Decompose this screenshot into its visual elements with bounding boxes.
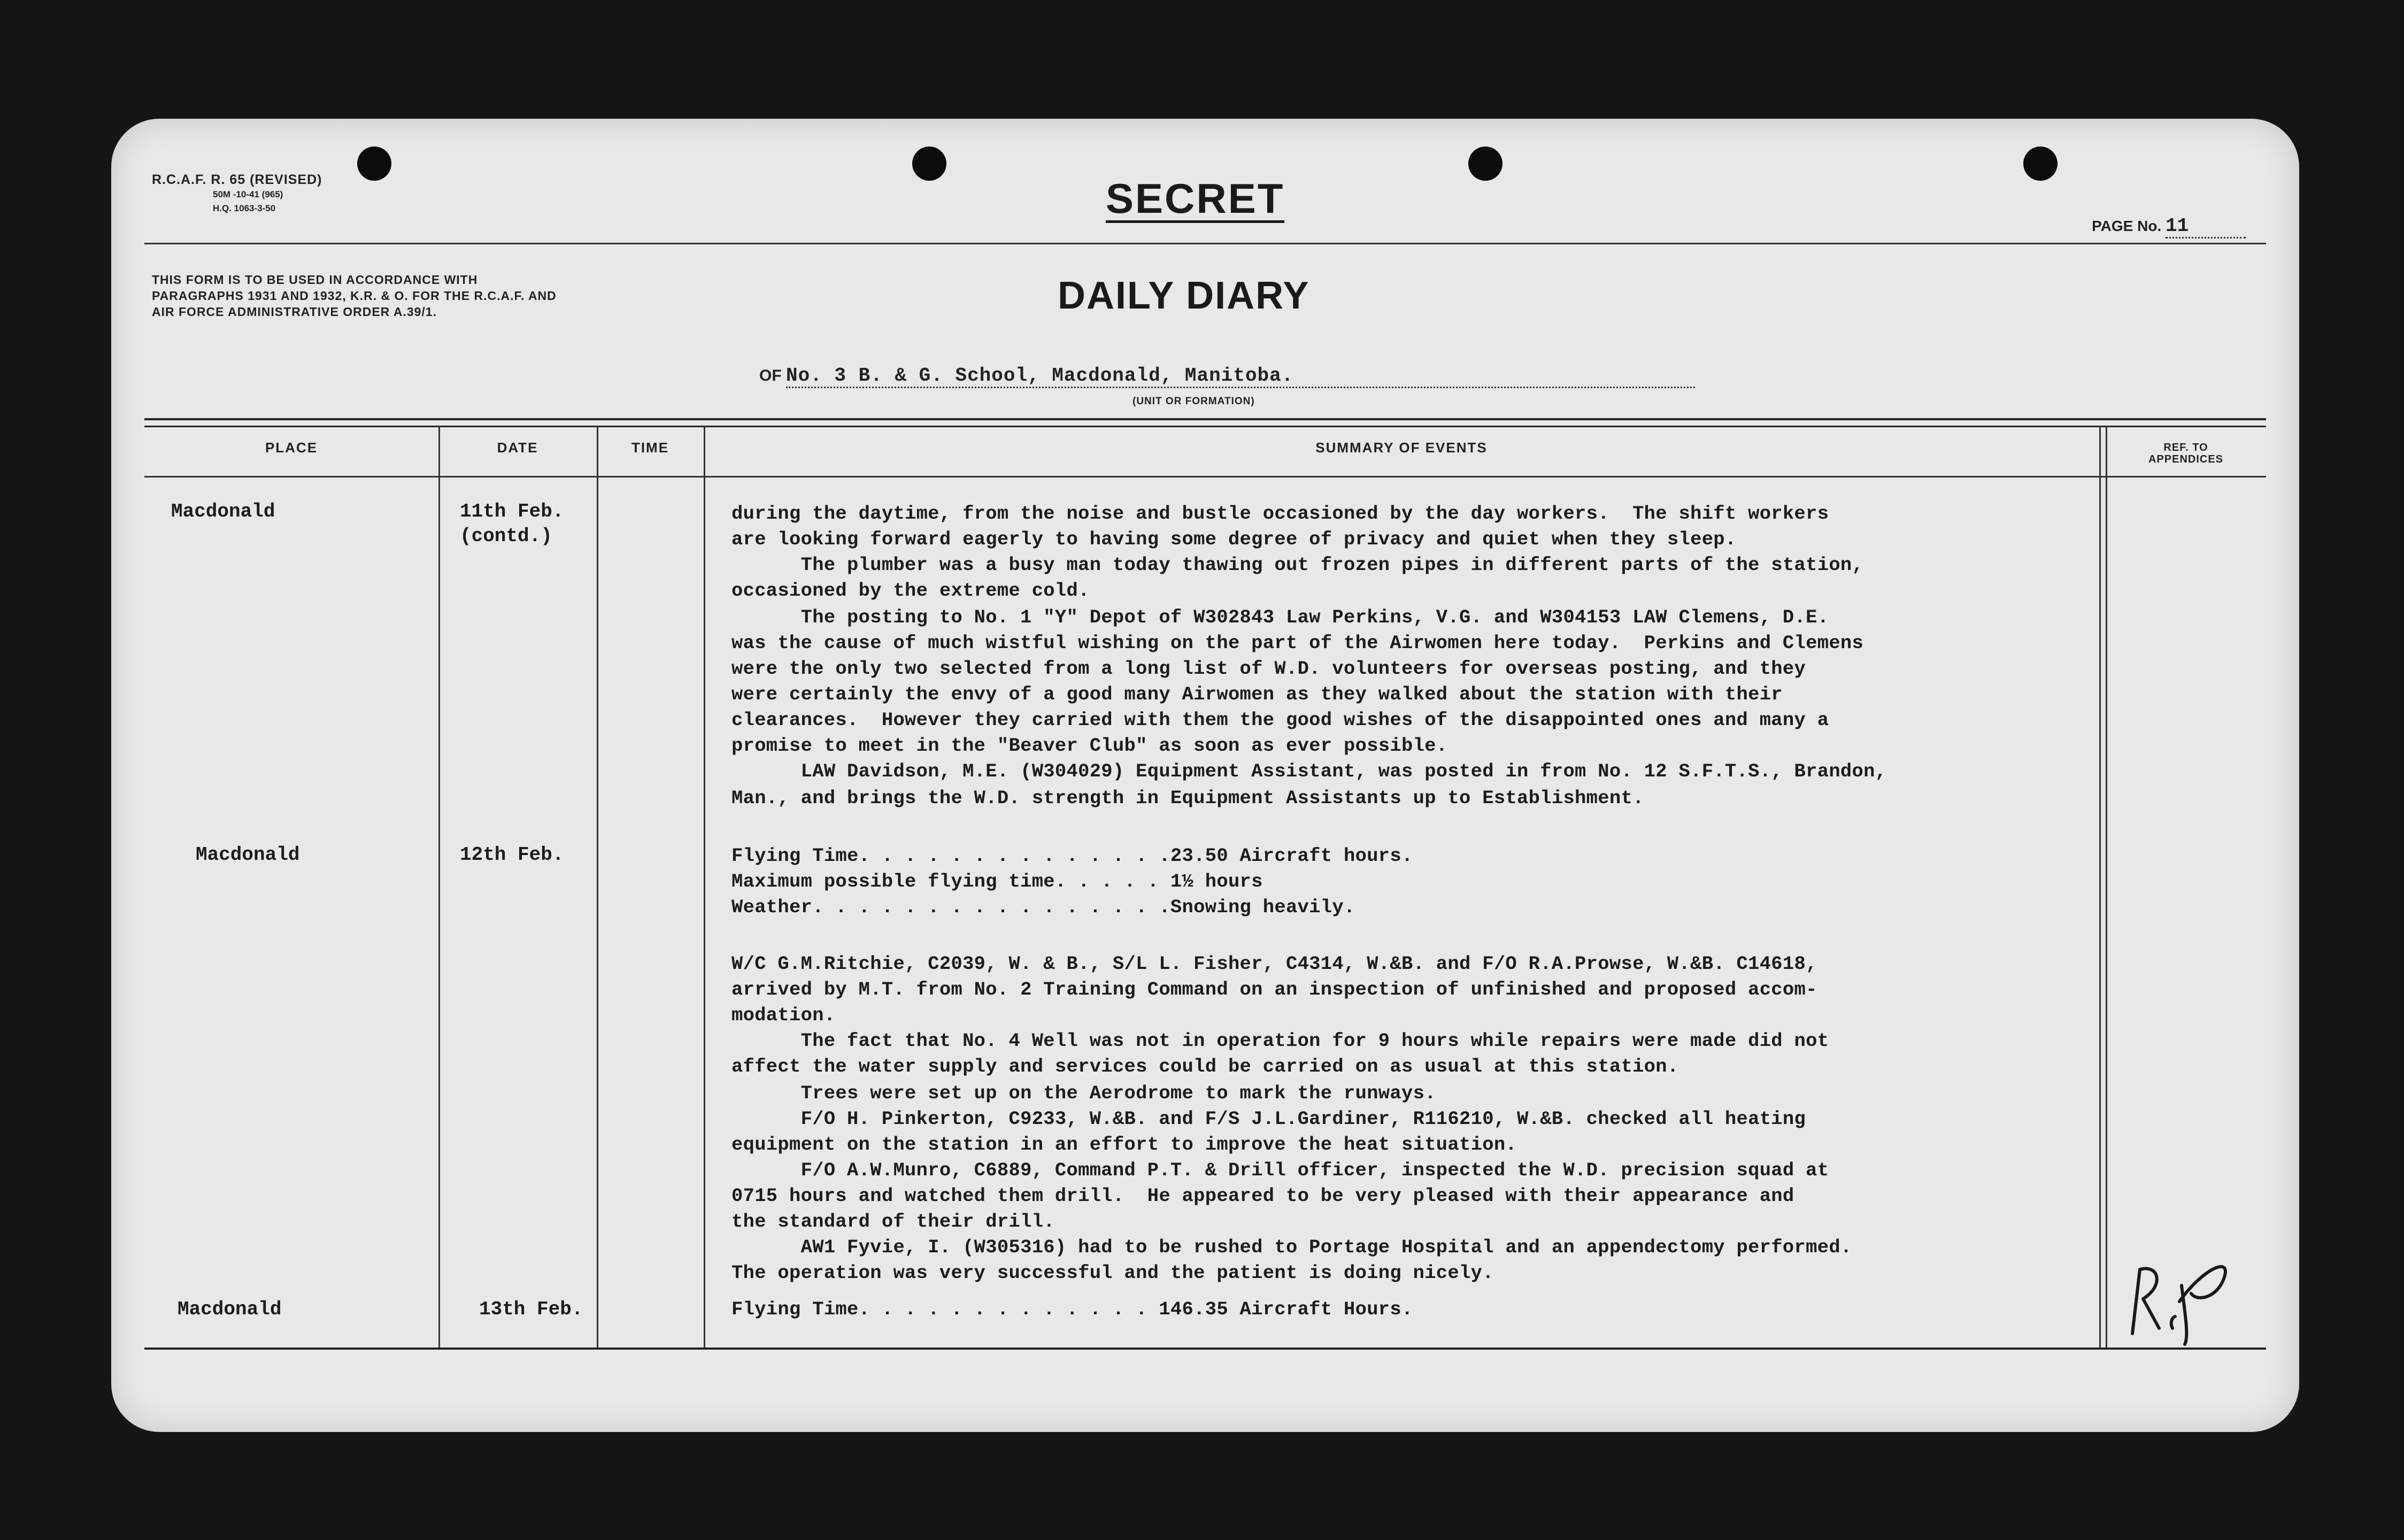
unit-field <box>759 365 1695 388</box>
punch-hole <box>357 147 391 181</box>
summary-line: promise to meet in the "Beaver Club" as soon as ever possible. <box>731 735 1448 757</box>
summary-line: The operation was very successful and the patient is doing nicely. <box>731 1262 1494 1284</box>
usage-notice: THIS FORM IS TO BE USED IN ACCORDANCE WITH PARAGRAPHS 1931 AND 1932, K.R. & O. FOR THE R.C.A.F. AND AIR FORCE ADMINISTRATIVE ORDER A.39/1. <box>152 273 557 319</box>
column-header-ref-line2: APPENDICES <box>2148 453 2224 465</box>
summary-line: during the daytime, from the noise and bustle occasioned by the day workers. The shift workers <box>731 503 1829 525</box>
summary-line: was the cause of much wistful wishing on the part of the Airwomen here today. Perkins and Clemens <box>731 632 1864 654</box>
diary-sheet <box>111 119 2299 1432</box>
summary-line: Trees were set up on the Aerodrome to mark the runways. <box>731 1082 1436 1104</box>
summary-line: are looking forward eagerly to having some degree of privacy and quiet when they sleep. <box>731 528 1737 550</box>
form-identifier <box>152 172 322 215</box>
form-id-line3: H.Q. 1063-3-50 <box>213 203 276 213</box>
column-header-ref-line1: REF. TO <box>2163 442 2208 453</box>
punch-hole <box>912 147 946 181</box>
summary-line: LAW Davidson, M.E. (W304029) Equipment Assistant, was posted in from No. 12 S.F.T.S., Brandon, <box>731 760 1887 782</box>
handwritten-initials <box>2122 1248 2245 1350</box>
summary-line: modation. <box>731 1004 836 1026</box>
column-header-time: TIME <box>631 440 669 456</box>
punch-hole <box>1468 147 1502 181</box>
summary-line: equipment on the station in an effort to improve the heat situation. <box>731 1134 1517 1156</box>
summary-line: The posting to No. 1 "Y" Depot of W302843 Law Perkins, V.G. and W304153 LAW Clemens, D.E. <box>731 606 1829 628</box>
summary-line: F/O A.W.Munro, C6889, Command P.T. & Drill officer, inspected the W.D. precision squad at <box>731 1159 1829 1181</box>
summary-line: AW1 Fyvie, I. (W305316) had to be rushed to Portage Hospital and an appendectomy performed. <box>731 1236 1852 1258</box>
divider <box>144 243 2266 244</box>
divider <box>144 426 2266 427</box>
entry-place: Macdonald <box>178 1298 282 1320</box>
column-divider <box>2106 426 2107 1348</box>
column-header-ref <box>2106 442 2266 465</box>
entry-date: 11th Feb. (contd.) <box>460 500 564 547</box>
page-title: DAILY DIARY <box>1058 274 1310 317</box>
summary-line: Weather. . . . . . . . . . . . . . . .Snowing heavily. <box>731 896 1355 918</box>
unit-value: No. 3 B. & G. School, Macdonald, Manitoba. <box>786 365 1695 388</box>
summary-line: 0715 hours and watched them drill. He appeared to be very pleased with their appearance and <box>731 1185 1794 1207</box>
summary-line: the standard of their drill. <box>731 1211 1055 1233</box>
summary-line: F/O H. Pinkerton, C9233, W.&B. and F/S J.L.Gardiner, R116210, W.&B. checked all heating <box>731 1108 1806 1130</box>
summary-line: Maximum possible flying time. . . . . 1½ hours <box>731 871 1263 892</box>
column-header-place: PLACE <box>265 440 318 456</box>
summary-line: The fact that No. 4 Well was not in operation for 9 hours while repairs were made did not <box>731 1030 1829 1052</box>
divider <box>144 1348 2266 1350</box>
summary-line: were the only two selected from a long list of W.D. volunteers for overseas posting, and they <box>731 658 1806 680</box>
punch-hole <box>2023 147 2058 181</box>
unit-of-label: OF <box>759 367 782 384</box>
column-divider <box>597 426 598 1348</box>
summary-line: were certainly the envy of a good many Airwomen as they walked about the station with their <box>731 683 1783 705</box>
summary-line: The plumber was a busy man today thawing out frozen pipes in different parts of the station, <box>731 554 1864 576</box>
header-divider <box>144 476 2266 478</box>
column-header-date: DATE <box>497 440 538 456</box>
summary-line: W/C G.M.Ritchie, C2039, W. & B., S/L L. Fisher, C4314, W.&B. and F/O R.A.Prowse, W.&B. C14618, <box>731 953 1817 975</box>
summary-line: arrived by M.T. from No. 2 Training Command on an inspection of unfinished and proposed accom- <box>731 979 1817 1000</box>
column-divider <box>2099 426 2101 1348</box>
column-divider <box>704 426 705 1348</box>
summary-line: Flying Time. . . . . . . . . . . . . .23.50 Aircraft hours. <box>731 845 1413 867</box>
entry-date: 13th Feb. <box>479 1298 583 1320</box>
column-header-summary: SUMMARY OF EVENTS <box>1315 440 1488 456</box>
column-divider <box>438 426 440 1348</box>
page-number-field <box>2092 215 2246 238</box>
classification-heading: SECRET <box>1106 175 1285 222</box>
summary-line: Flying Time. . . . . . . . . . . . . 146.35 Aircraft Hours. <box>731 1298 1413 1320</box>
unit-caption: (UNIT OR FORMATION) <box>1132 396 1255 407</box>
entry-place: Macdonald <box>171 500 275 522</box>
summary-line: affect the water supply and services could be carried on as usual at this station. <box>731 1056 1679 1077</box>
entry-date: 12th Feb. <box>460 844 564 866</box>
summary-line: Man., and brings the W.D. strength in Equipment Assistants up to Establishment. <box>731 787 1644 809</box>
page-number-value: 11 <box>2166 215 2246 238</box>
entry-place: Macdonald <box>196 844 300 866</box>
summary-line: clearances. However they carried with them the good wishes of the disappointed ones and many a <box>731 709 1829 731</box>
page-number-label: PAGE No. <box>2092 218 2162 234</box>
summary-line: occasioned by the extreme cold. <box>731 580 1090 602</box>
divider <box>144 418 2266 420</box>
form-id-line2: 50M -10-41 (965) <box>213 189 283 199</box>
form-id-line1: R.C.A.F. R. 65 (REVISED) <box>152 172 322 187</box>
